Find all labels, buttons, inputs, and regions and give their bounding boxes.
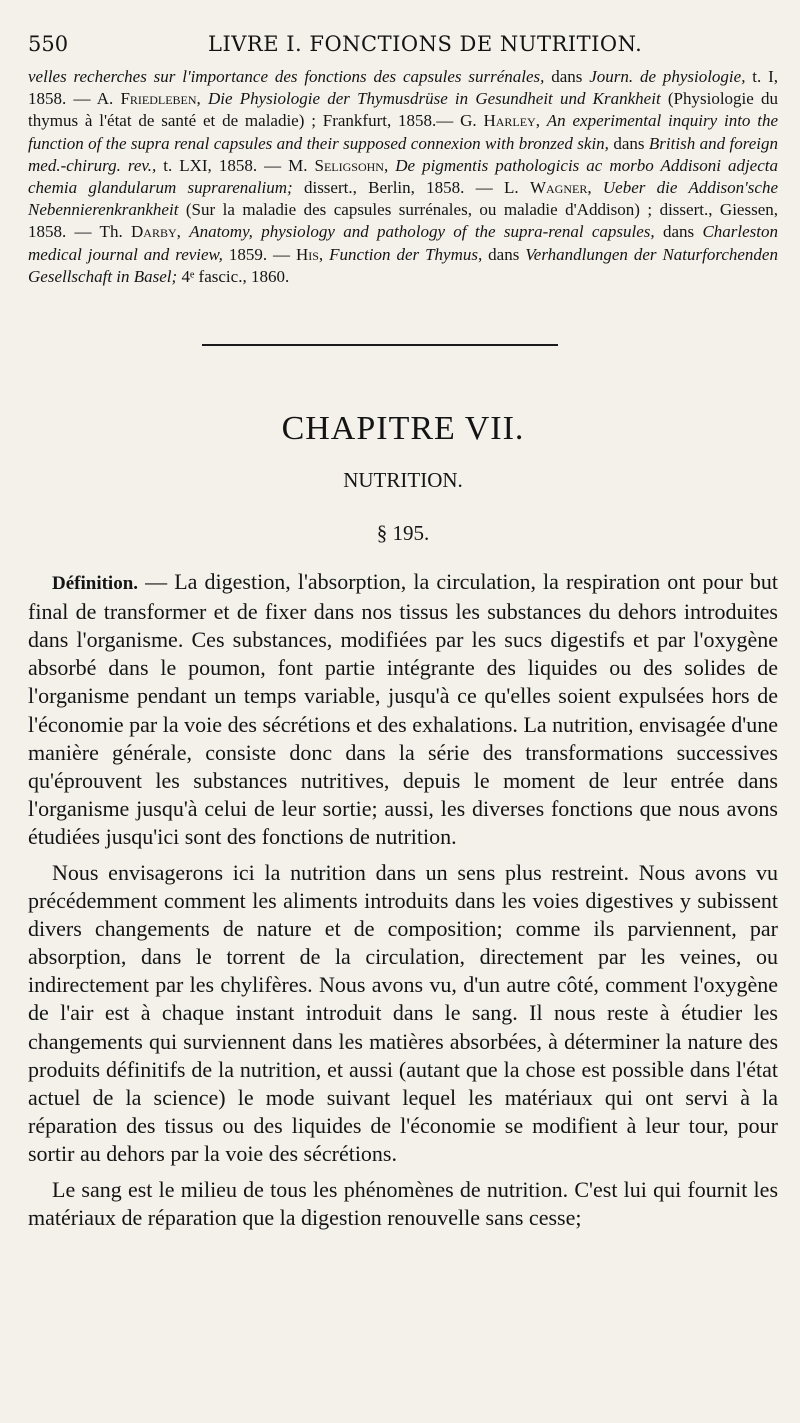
chapter-title: CHAPITRE VII. [281,410,525,448]
book-page [28,28,778,1232]
notes-segment: t. I, 1858. — A. [28,67,778,109]
notes-segment [592,178,603,197]
main-text [28,568,778,1232]
notes-segment: Darby, [131,222,181,242]
notes-segment: British and foreign med.-chirurg. rev., [28,133,778,175]
notes-segment: dans [608,133,649,153]
notes-segment: Harley, [483,111,540,131]
paragraph-1-text: — La digestion, l'absorption, la circulation, la respiration ont pour but final de transformer et de fixer dans nos tissus les substances du dehors introduites dans l'organisme. Ces substances, modifiées par les sucs digestifs et par l'oxygène absorbé dans le poumon, font partie intégrante des liquides ou des solides de l'organisme pendant un temps variable, jusqu'à ce qu'elles soient expulsées hors de l'économie par la voie des sécrétions et des exhalations. La nutrition, envisagée d'une manière générale, consiste donc dans la série des transformations successives qu'éprouvent les substances nutritives, depuis le moment de leur entrée dans l'organisme jusqu'à celui de leur sortie; aussi, les diverses fonctions que nous avons étudiées jusqu'ici sont des fonctions de nutrition. [28,569,778,849]
notes-segment: Wagner, [529,178,592,198]
notes-segment: Charleston medical journal and review, [28,222,778,264]
notes-segment: 4ᵉ fascic., 1860. [177,266,290,286]
notes-segment: De pigmentis pathologicis ac morbo Addisoni adjecta chemia glandularum suprarenalium; [28,155,778,198]
definition-lead-in: Définition. [52,573,139,595]
notes-segment: Friedleben, [120,89,201,109]
notes-segment: Seligsohn, [314,155,389,175]
notes-segment: t. LXI, 1858. — M. [156,155,315,175]
notes-segment: Function der Thymus, [329,244,483,264]
notes-segment: dissert., Berlin, 1858. — L. [292,178,530,198]
notes-segment: Anatomy, physiology and pathology of the supra-renal capsules, [189,222,655,242]
notes-segment: 1859. — [222,244,296,264]
notes-paragraph [28,66,778,288]
chapter-divider [202,344,558,346]
notes-segment [540,111,547,130]
paragraph-definition [28,568,778,851]
paragraph-2: Nous envisagerons ici la nutrition dans un sens plus restreint. Nous avons vu précédemment comment les aliments introduits dans les voies digestives y subissent divers changements de nature et de composition; comme ils parviennent, par absorption, dans le torrent de la circulation, directement par les veines, ou indirectement par les chylifères. Nous avons vu, d'un autre côté, comment l'oxygène de l'air est à chaque instant introduit dans le sang. Il nous reste à étudier les changements qui surviennent dans les matières absorbées, à déterminer la nature des produits définitifs de la nutrition, et aussi (autant que la chose est possible dans l'état actuel de la science) le mode suivant lequel les matériaux qui ont servi à la réparation des tissus ou des liquides de l'économie se modifient à leur tour, pour sortir au dehors par la voie des sécrétions. [28,859,778,1166]
section-number: § 195. [376,521,430,546]
notes-segment: Ueber die Addison'sche Nebennierenkrankheit [28,178,779,220]
notes-segment: (Sur la maladie des capsules surrénales, ou maladie d'Addison) ; dissert., Giessen, 1858. — Th. [28,200,778,242]
running-head [28,28,778,60]
running-title: LIVRE I. FONCTIONS DE NUTRITION. [208,32,643,56]
bibliography-notes [28,66,778,288]
notes-segment: velles recherches sur l'importance des fonctions des capsules surrénales, [28,67,545,86]
notes-segment: Die Physiologie der Thymusdrüse in Gesundheit und Krankheit [208,89,661,109]
notes-segment [181,222,189,241]
notes-segment: Journ. de physiologie, [589,67,746,86]
page-number: 550 [28,32,69,56]
notes-segment: His, [295,244,324,264]
notes-segment: dans [654,222,703,242]
notes-segment: (Physiologie du thymus à l'état de santé et de maladie) ; Frankfurt, 1858.— G. [28,89,779,131]
chapter-subtitle: NUTRITION. [343,468,463,493]
notes-segment: Verhandlungen der Naturforchenden Gesellschaft in Basel; [28,244,778,286]
notes-segment: dans [482,244,526,264]
notes-segment [201,89,208,108]
notes-segment: dans [544,67,590,86]
notes-segment: An experimental inquiry into the function of the supra renal capsules and their supposed connexion with bronzed skin, [28,111,779,153]
paragraph-3: Le sang est le milieu de tous les phénomènes de nutrition. C'est lui qui fournit les matériaux de réparation que la digestion renouvelle sans cesse; [28,1177,778,1231]
